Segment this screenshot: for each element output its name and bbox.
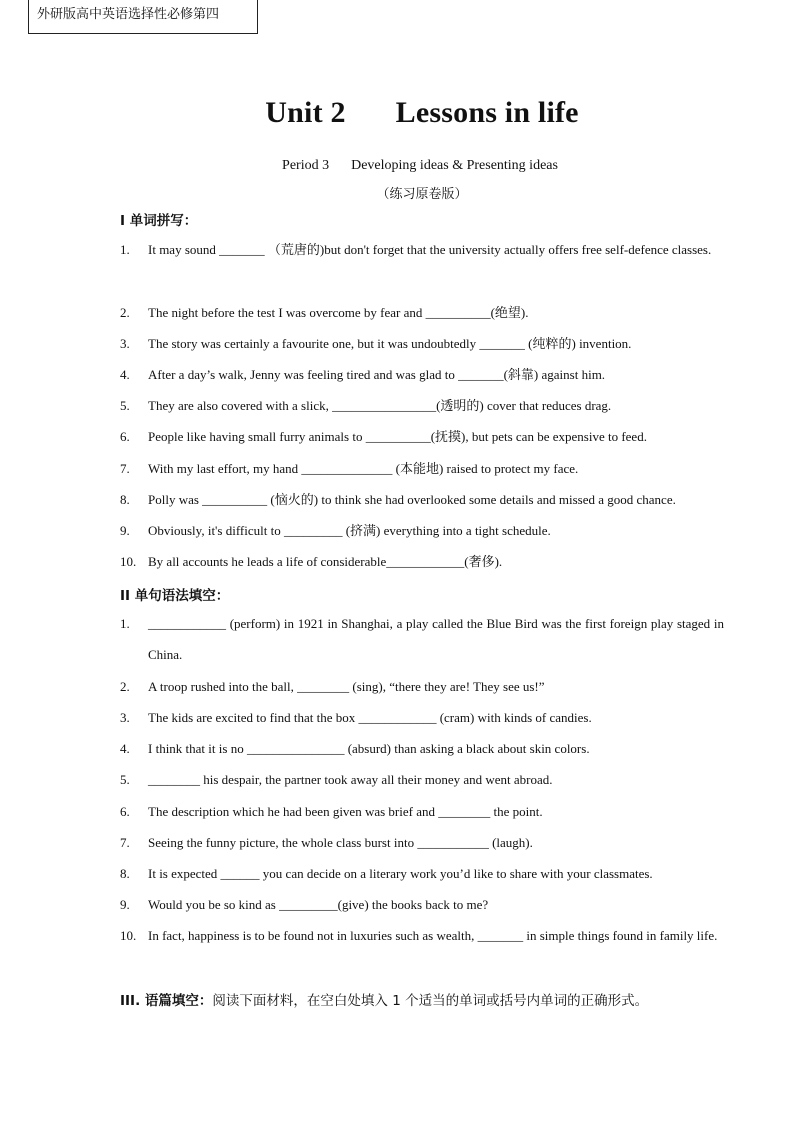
- section-instruction: 阅读下面材料，在空白处填入 1 个适当的单词或括号内单词的正确形式。: [212, 993, 649, 1009]
- item-text: I think that it is no _______________ (absurd) than asking a black about skin colors.: [148, 741, 590, 756]
- item-number: 1.: [120, 242, 130, 257]
- page-title: [0, 96, 794, 130]
- list-item: [120, 858, 724, 889]
- item-text: It may sound _______ （荒唐的)but don't forget that the university actually offers free self-defence classes.: [148, 242, 712, 257]
- unit-number: Unit 2: [265, 96, 346, 129]
- item-number: 4.: [120, 741, 130, 756]
- list-item: [120, 608, 724, 670]
- list-item: [120, 359, 724, 390]
- item-number: 10.: [120, 554, 137, 569]
- item-text: They are also covered with a slick, ________________(透明的) cover that reduces drag.: [148, 398, 612, 413]
- list-item: [120, 390, 724, 421]
- item-text: ____________ (perform) in 1921 in Shanghai, a play called the Blue Bird was the first foreign play staged in China.: [148, 616, 724, 662]
- item-text: The kids are excited to find that the box ____________ (cram) with kinds of candies.: [148, 710, 592, 725]
- item-text: After a day’s walk, Jenny was feeling tired and was glad to _______(斜靠) against him.: [148, 367, 606, 382]
- list-item: [120, 827, 724, 858]
- item-text: The night before the test I was overcome by fear and __________(绝望).: [148, 305, 529, 320]
- item-number: 9.: [120, 523, 130, 538]
- item-text: The description which he had been given was brief and ________ the point.: [148, 804, 543, 819]
- item-number: 2.: [120, 679, 130, 694]
- list-item: [120, 484, 724, 515]
- item-number: 3.: [120, 336, 130, 351]
- item-text: Would you be so kind as _________(give) the books back to me?: [148, 897, 489, 912]
- item-text: Obviously, it's difficult to _________ (挤满) everything into a tight schedule.: [148, 523, 551, 538]
- item-text: In fact, happiness is to be found not in luxuries such as wealth, _______ in simple things found in family life.: [148, 928, 718, 943]
- period-label: Period 3: [282, 158, 330, 173]
- list-item: [120, 702, 724, 733]
- item-number: 7.: [120, 835, 130, 850]
- item-number: 6.: [120, 804, 130, 819]
- item-number: 6.: [120, 429, 130, 444]
- unit-name: Lessons in life: [395, 96, 579, 129]
- list-item: [120, 328, 724, 359]
- list-item: [120, 733, 724, 764]
- item-number: 5.: [120, 398, 130, 413]
- item-text: It is expected ______ you can decide on a literary work you’d like to share with your classmates.: [148, 866, 653, 881]
- document-header-label: 外研版高中英语选择性必修第四: [28, 0, 258, 34]
- item-number: 2.: [120, 305, 130, 320]
- item-number: 3.: [120, 710, 130, 725]
- list-item: [120, 421, 724, 452]
- item-number: 1.: [120, 616, 130, 631]
- item-number: 8.: [120, 866, 130, 881]
- list-item: [120, 234, 724, 265]
- list-item: [120, 453, 724, 484]
- list-item: [120, 546, 724, 577]
- item-number: 4.: [120, 367, 130, 382]
- list-item: [120, 764, 724, 795]
- item-text: Seeing the funny picture, the whole class burst into ___________ (laugh).: [148, 835, 533, 850]
- item-text: The story was certainly a favourite one, but it was undoubtedly _______ (纯粹的) invention.: [148, 336, 632, 351]
- item-number: 10.: [120, 928, 137, 943]
- list-item: [120, 796, 724, 827]
- section-heading-passage: [120, 989, 648, 1009]
- item-text: By all accounts he leads a life of considerable____________(奢侈).: [148, 554, 503, 569]
- item-text: ________ his despair, the partner took away all their money and went abroad.: [148, 772, 553, 787]
- edition-label: （练习原卷版）: [376, 187, 468, 202]
- item-number: 7.: [120, 461, 130, 476]
- section-heading-label: III. 语篇填空：: [120, 993, 213, 1009]
- item-text: People like having small furry animals to __________(抚摸), but pets can be expensive to feed.: [148, 429, 647, 444]
- list-item: [120, 671, 724, 702]
- section-heading-vocabulary: I 单词拼写：: [120, 213, 198, 229]
- item-number: 8.: [120, 492, 130, 507]
- list-item: [120, 920, 724, 951]
- list-item: [120, 889, 724, 920]
- item-text: With my last effort, my hand ______________ (本能地) raised to protect my face.: [148, 461, 579, 476]
- item-number: 5.: [120, 772, 130, 787]
- section-heading-grammar: II 单句语法填空：: [120, 588, 230, 604]
- item-number: 9.: [120, 897, 130, 912]
- item-text: Polly was __________ (恼火的) to think she had overlooked some details and missed a good chance.: [148, 492, 676, 507]
- period-subtitle: [0, 158, 794, 174]
- list-item: [120, 297, 724, 328]
- period-topic: Developing ideas & Presenting ideas: [351, 158, 558, 173]
- list-item: [120, 515, 724, 546]
- item-text: A troop rushed into the ball, ________ (sing), “there they are! They see us!”: [148, 679, 545, 694]
